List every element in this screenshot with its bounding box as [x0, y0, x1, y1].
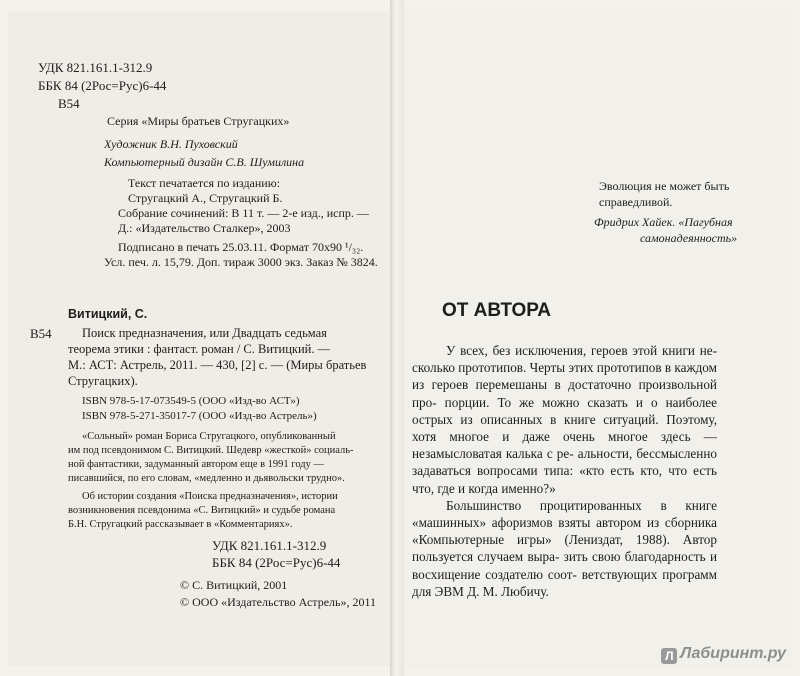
- signed-line: Подписано в печать 25.03.11. Формат 70x90 ¹/₃₂.: [118, 240, 364, 254]
- source-line: Д.: «Издательство Сталкер», 2003: [118, 221, 291, 235]
- udk-top: УДК 821.161.1-312.9: [38, 60, 153, 75]
- chapter-body: [412, 342, 717, 600]
- watermark-text: Лабиринт.ру: [680, 645, 786, 662]
- biblio-line: М.: АСТ: Астрель, 2011. — 430, [2] с. — (Миры братьев: [68, 358, 367, 372]
- code-top: В54: [58, 96, 80, 111]
- isbn-line: ISBN 978-5-271-35017-7 (ООО «Изд-во Астрель»): [82, 410, 317, 422]
- series-line: Серия «Миры братьев Стругацких»: [107, 114, 290, 128]
- source-line: Стругацкий А., Стругацкий Б.: [128, 191, 283, 205]
- site-watermark: [661, 645, 786, 664]
- copyright-line: © ООО «Издательство Астрель», 2011: [180, 595, 377, 609]
- source-line: Текст печатается по изданию:: [128, 176, 281, 190]
- epigraph-line: справедливой.: [599, 195, 673, 209]
- epigraph-line: Эволюция не может быть: [599, 179, 730, 193]
- design-line: Компьютерный дизайн С.В. Шумилина: [104, 155, 305, 169]
- annotation-line: «Сольный» роман Бориса Стругацкого, опубликованный: [82, 431, 336, 442]
- body-paragraph: Большинство процитированных в книге «машинных» афоризмов взяты автором из сборника «Компьютерные игры» (Лениздат, 1988). Автор пользуется случаем выра- зить свою благодарность и восхищение создателю соот- ветствующих программ для ЭВМ Д. М. Любичу.: [412, 497, 717, 599]
- copyright-line: © С. Витицкий, 2001: [180, 578, 288, 592]
- biblio-line: Поиск предназначения, или Двадцать седьмая: [82, 326, 327, 340]
- annotation-line: возникновения псевдонима «С. Витицкий» и судьбе романа: [68, 505, 336, 516]
- bbk-top: ББК 84 (2Рос=Рус)6-44: [38, 78, 167, 93]
- book-gutter: [390, 0, 404, 676]
- annotation-line: им под псевдонимом С. Витицкий. Шедевр «жесткой» социаль-: [68, 445, 354, 456]
- isbn-line: ISBN 978-5-17-073549-5 (ООО «Изд-во АСТ»): [82, 395, 300, 407]
- chapter-heading: ОТ АВТОРА: [442, 300, 552, 321]
- udk-bottom: УДК 821.161.1-312.9: [212, 538, 327, 553]
- annotation-line: Б.Н. Стругацкий рассказывает в «Комментариях».: [68, 519, 293, 530]
- bbk-bottom: ББК 84 (2Рос=Рус)6-44: [212, 555, 341, 570]
- artist-line: Художник В.Н. Пуховский: [104, 137, 238, 151]
- signed-line: Усл. печ. л. 15,79. Доп. тираж 3000 экз. Заказ № 3824.: [104, 255, 378, 269]
- labirint-logo-icon: Л: [661, 648, 677, 664]
- annotation-line: ной фантастики, задуманный автором еще в 1991 году —: [68, 459, 325, 470]
- author-heading: Витицкий, С.: [68, 307, 148, 321]
- epigraph-author: Фридрих Хайек. «Пагубная: [594, 215, 733, 229]
- epigraph-author: самонадеянность»: [640, 231, 738, 245]
- biblio-line: теорема этики : фантаст. роман / С. Витицкий. —: [68, 342, 331, 356]
- code-mid: В54: [30, 326, 52, 341]
- annotation-line: писавшийся, по его словам, «медленно и дьявольски трудно».: [68, 473, 345, 484]
- annotation-line: Об истории создания «Поиска предназначения», истории: [82, 491, 338, 502]
- biblio-line: Стругацких).: [68, 374, 138, 388]
- source-line: Собрание сочинений: В 11 т. — 2-е изд., испр. —: [118, 206, 369, 220]
- body-paragraph: У всех, без исключения, героев этой книги не- сколько прототипов. Черты этих прототипов в каждом из героев перемешаны в достаточно произвольной про- порции. То же можно сказать и о наиболее острых из описанных в книге ситуаций. Поэтому, хотя многое и даже очень многое здесь — незамысловатая калька с ре- альности, бессмысленно задаваться вопросами типа: «кто есть кто, что есть что, где и когда именно?»: [412, 343, 717, 496]
